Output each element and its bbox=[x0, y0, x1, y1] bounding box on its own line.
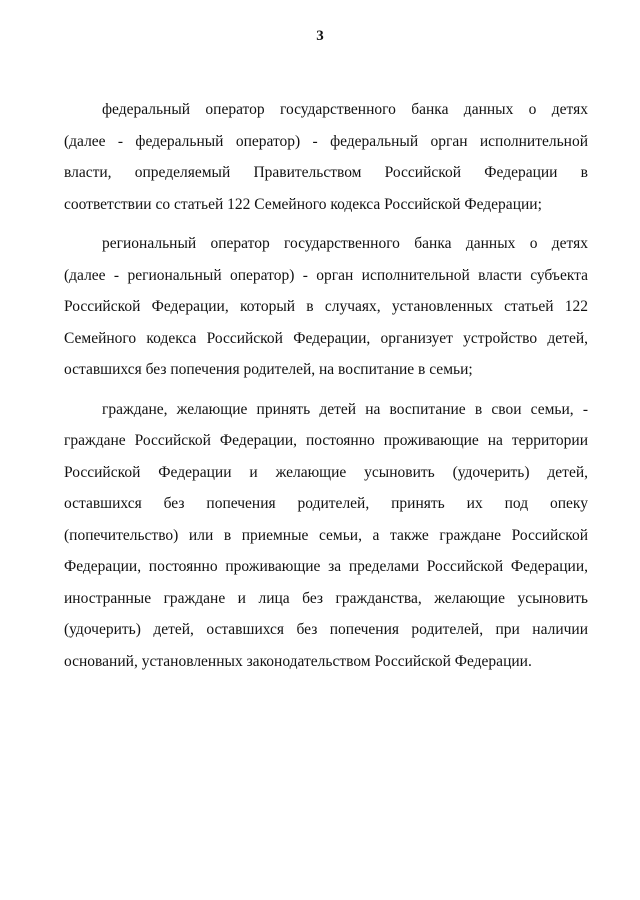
text-line: Российской Федерации и желающие усыновить (удочерить) детей, bbox=[64, 463, 588, 481]
text-line: граждане, желающие принять детей на воспитание в свои семьи, - bbox=[102, 400, 588, 418]
text-line: (попечительство) или в приемные семьи, а также граждане Российской bbox=[64, 526, 588, 544]
text-line: региональный оператор государственного банка данных о детях bbox=[102, 235, 588, 252]
text-line: граждане Российской Федерации, постоянно проживающие на территории bbox=[64, 432, 588, 449]
text-line: соответствии со статьей 122 Семейного кодекса Российской Федерации; bbox=[64, 195, 542, 213]
text-line: оставшихся без попечения родителей, на воспитание в семьи; bbox=[64, 361, 473, 378]
text-line: власти, определяемый Правительством Российской Федерации в bbox=[64, 164, 588, 181]
text-line: (удочерить) детей, оставшихся без попечения родителей, при наличии bbox=[64, 621, 588, 638]
paragraph-regional-operator bbox=[64, 228, 588, 386]
page-number: 3 bbox=[316, 28, 324, 44]
text-line: Федерации, постоянно проживающие за пределами Российской Федерации, bbox=[64, 558, 588, 575]
document-body bbox=[64, 94, 588, 685]
text-line: оставшихся без попечения родителей, принять их под опеку bbox=[64, 495, 588, 512]
paragraph-citizens bbox=[64, 394, 588, 678]
text-line: Российской Федерации, который в случаях, установленных статьей 122 bbox=[64, 298, 588, 315]
text-line: (далее - региональный оператор) - орган исполнительной власти субъекта bbox=[64, 266, 588, 284]
text-line: (далее - федеральный оператор) - федеральный орган исполнительной bbox=[64, 132, 588, 150]
text-line: Семейного кодекса Российской Федерации, организует устройство детей, bbox=[64, 329, 588, 347]
text-line: оснований, установленных законодательством Российской Федерации. bbox=[64, 652, 532, 670]
text-line: иностранные граждане и лица без гражданства, желающие усыновить bbox=[64, 589, 588, 607]
paragraph-federal-operator bbox=[64, 94, 588, 220]
text-line: федеральный оператор государственного банка данных о детях bbox=[102, 101, 588, 118]
